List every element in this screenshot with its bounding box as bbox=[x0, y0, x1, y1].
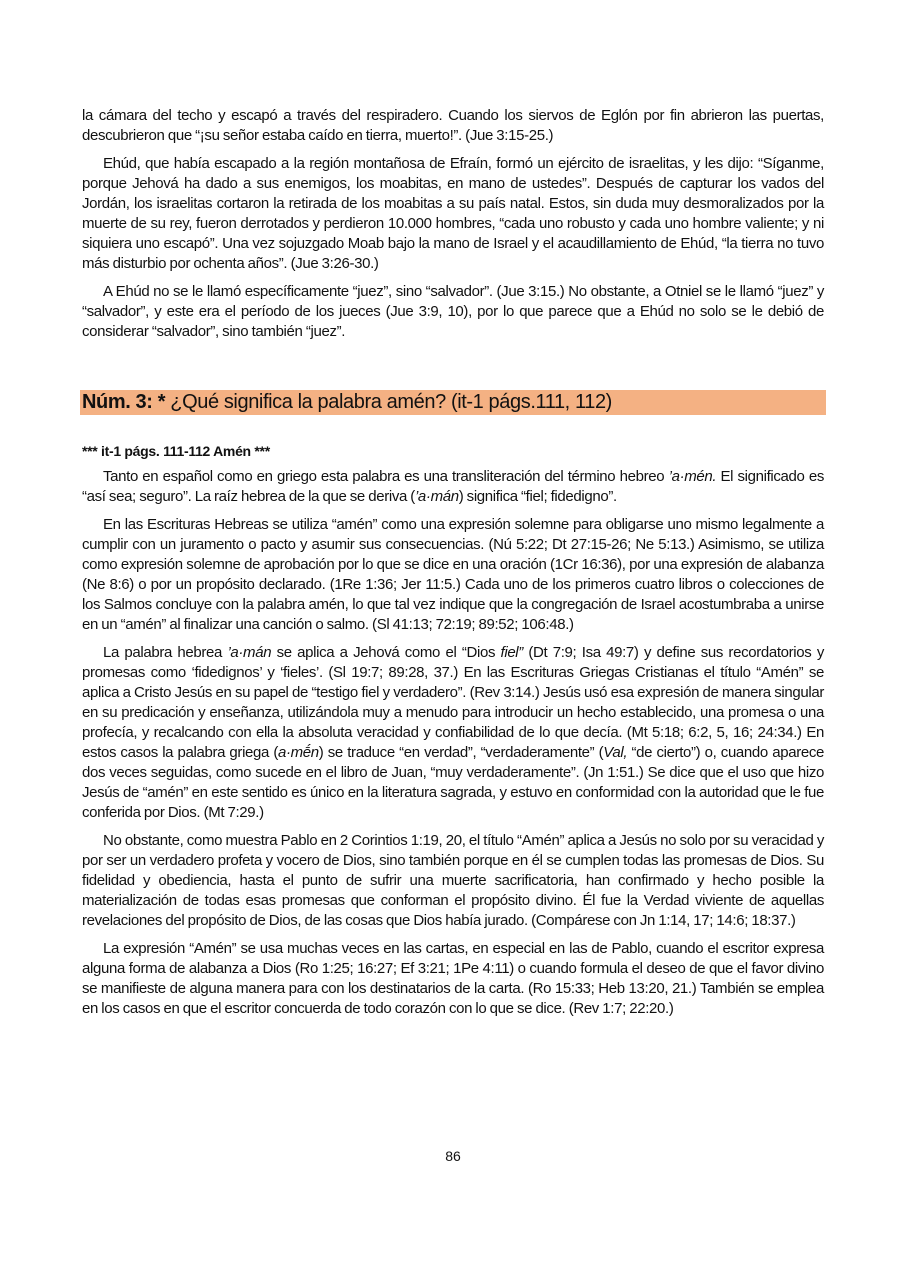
italic-term: ’a·mán bbox=[414, 488, 459, 505]
italic-term: ’a·mán bbox=[227, 644, 272, 661]
article-section bbox=[82, 467, 824, 1019]
text-run: (Dt 7:9; Isa 49:7) y define sus recordatorios y promesas como ‘fidedignos’ y ‘fieles’. (Sl 19:7; 89:28, 37.) En las Escrituras Griegas Cristianas el título “Amén” se aplica a Cristo Jesús en su papel de “testigo fiel y verdadero”. (Rev 3:14.) Jesús usó esa expresión de manera singular en su predicación y enseñanza, utilizándola muy a menudo para introducir un hecho establecido, una promesa o una profecía, y recalcando con ella la absoluta veracidad y confiabilidad de lo que decía. (Mt 5:18; 6:2, 5, 16; 24:34.) En estos casos la palabra griega ( bbox=[82, 644, 824, 761]
paragraph bbox=[82, 939, 824, 1019]
question-heading bbox=[80, 390, 826, 415]
intro-section bbox=[82, 106, 824, 342]
text-run: “de cierto”) o, cuando aparece dos veces seguidas, como sucede en el libro de Juan, “muy verdaderamente”. (Jn 1:51.) Se dice que el uso que hizo Jesús de “amén” en este sentido es único en la literatura sagrada, y estuvo en conformidad con la autoridad que le fue conferida por Dios. (Mt 7:29.) bbox=[82, 744, 824, 821]
text-run: se aplica a Jehová como el “Dios bbox=[271, 644, 501, 661]
text-run: ) se traduce “en verdad”, “verdaderamente” ( bbox=[318, 744, 604, 761]
text-run: Ehúd, que había escapado a la región montañosa de Efraín, formó un ejército de israelitas, y les dijo: “Síganme, porque Jehová ha dado a sus enemigos, los moabitas, en mano de ustedes”. Después de capturar los vados del Jordán, los israelitas cortaron la retirada de los moabitas a su país natal. Estos, sin duda muy desmoralizados por la muerte de su rey, fueron derrotados y perdieron 10.000 hombres, “cada uno robusto y cada uno hombre valiente; y ni siquiera uno escapó”. Una vez sojuzgado Moab bajo la mano de Israel y el acaudillamiento de Ehúd, “la tierra no tuvo más disturbio por ochenta años”. (Jue 3:26-30.) bbox=[82, 155, 824, 272]
text-run: ) significa “fiel; fidedigno”. bbox=[458, 488, 617, 505]
paragraph bbox=[82, 106, 824, 146]
italic-term: Val, bbox=[603, 744, 628, 761]
paragraph bbox=[82, 515, 824, 635]
text-run: A Ehúd no se le llamó específicamente “juez”, sino “salvador”. (Jue 3:15.) No obstante, a Otniel se le llamó “juez” y “salvador”, y este era el período de los jueces (Jue 3:9, 10), por lo que parece que a Ehúd no solo se le debió de considerar “salvador”, sino también “juez”. bbox=[82, 283, 824, 340]
text-run: la cámara del techo y escapó a través del respiradero. Cuando los siervos de Eglón por fin abrieron las puertas, descubrieron que “¡su señor estaba caído en tierra, muerto!”. (Jue 3:15-25.) bbox=[82, 107, 824, 144]
page-number: 86 bbox=[445, 1148, 461, 1164]
text-run: Tanto en español como en griego esta palabra es una transliteración del término hebreo bbox=[103, 468, 669, 485]
text-run: En las Escrituras Hebreas se utiliza “amén” como una expresión solemne para obligarse uno mismo legalmente a cumplir con un juramento o pacto y asumir sus consecuencias. (Nú 5:22; Dt 27:15-26; Ne 5:13.) Asimismo, se utiliza como expresión solemne de aprobación por lo que se dice en una oración (1Cr 16:36), por una expresión de alabanza (Ne 8:6) o por un propósito declarado. (1Re 1:36; Jer 11:5.) Cada uno de los primeros cuatro libros o colecciones de los Salmos concluye con la palabra amén, lo que tal vez indique que la congregación de Israel acostumbraba a unirse en un “amén” al finalizar una canción o salmo. (Sl 41:13; 72:19; 89:52; 106:48.) bbox=[82, 516, 824, 633]
document-page bbox=[82, 106, 824, 1027]
italic-term: ’a·mén. bbox=[668, 468, 717, 485]
question-text: ¿Qué significa la palabra amén? (it-1 págs.111, 112) bbox=[165, 391, 612, 413]
text-run: La expresión “Amén” se usa muchas veces en las cartas, en especial en las de Pablo, cuando el escritor expresa alguna forma de alabanza a Dios (Ro 1:25; 16:27; Ef 3:21; 1Pe 4:11) o cuando formula el deseo de que el favor divino se manifieste de alguna manera para con los destinatarios de la carta. (Ro 15:33; Heb 13:20, 21.) También se emplea en los casos en que el escritor concuerda de todo corazón con lo que se dice. (Rev 1:7; 22:20.) bbox=[82, 940, 824, 1017]
question-number: Núm. 3: * bbox=[82, 391, 166, 413]
paragraph bbox=[82, 282, 824, 342]
italic-term: fiel” bbox=[500, 644, 523, 661]
text-run: La palabra hebrea bbox=[103, 644, 228, 661]
italic-term: a·mḗn bbox=[278, 744, 319, 761]
text-run: El significado es “así sea; seguro”. La raíz hebrea de la que se deriva ( bbox=[82, 468, 824, 505]
text-run: No obstante, como muestra Pablo en 2 Corintios 1:19, 20, el título “Amén” aplica a Jesús no solo por su veracidad y por ser un verdadero profeta y vocero de Dios, sino también porque en él se cumplen todas las promesas de Dios. Su fidelidad y obediencia, hasta el punto de sufrir una muerte sacrificatoria, han confirmado y hecho posible la materialización de todas esas promesas que conforman el propósito divino. Él fue la Verdad viviente de aquellas revelaciones del propósito de Dios, de las cosas que Dios había jurado. (Compárese con Jn 1:14, 17; 14:6; 18:37.) bbox=[82, 832, 824, 929]
paragraph bbox=[82, 643, 824, 823]
paragraph bbox=[82, 831, 824, 931]
paragraph bbox=[82, 467, 824, 507]
paragraph bbox=[82, 154, 824, 274]
reference-subheading: *** it-1 págs. 111-112 Amén *** bbox=[82, 443, 270, 459]
